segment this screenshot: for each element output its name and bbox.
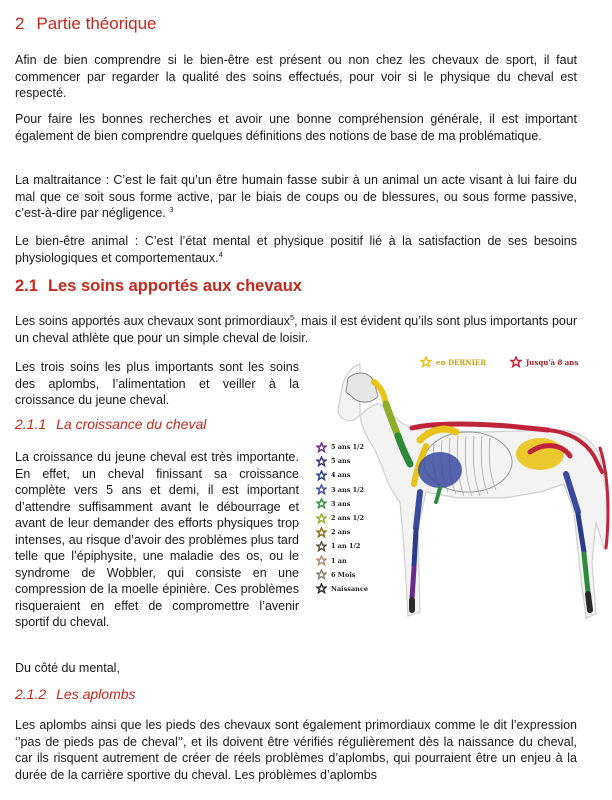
paragraph-trois-soins: Les trois soins les plus importants sont les soins des aplombs, l’alimentation et veiller à la croissance du jeune cheval. bbox=[15, 360, 299, 407]
legend-label: 3 ans 1/2 bbox=[331, 485, 365, 494]
legend-item bbox=[316, 511, 368, 525]
legend-item bbox=[316, 568, 368, 582]
subsubsection-heading-aplombs: 2.1.2 Les aplombs bbox=[15, 686, 136, 702]
paragraph-research: Pour faire les bonnes recherches et avoir une bonne compréhension générale, il est important également de bien comprendre quelques définitions des notions de base de ma problématique. bbox=[15, 112, 577, 143]
legend-label: Naissance bbox=[331, 584, 368, 593]
star-icon bbox=[316, 555, 327, 566]
legend-item bbox=[316, 483, 368, 497]
legend-label: 4 ans bbox=[331, 471, 351, 480]
legend-item bbox=[316, 525, 368, 539]
growth-legend bbox=[316, 440, 368, 596]
legend-label: 5 ans bbox=[331, 457, 351, 466]
legend-last-item: en DERNIER bbox=[420, 356, 486, 368]
star-icon bbox=[316, 470, 327, 481]
legend-eight-years: Jusqu'à 8 ans bbox=[510, 356, 578, 368]
horse-growth-figure bbox=[308, 352, 612, 630]
star-icon bbox=[316, 456, 327, 467]
star-icon bbox=[316, 527, 327, 538]
footnote-ref: 3 bbox=[169, 204, 174, 214]
paragraph-croissance: La croissance du jeune cheval est très importante. En effet, un cheval finissant sa croissance complète vers 5 ans et demi, il est important d’attendre suffisamment avant le débourrage et avant de leur demander des efforts physiques trop intenses, au risque d’avoir des problèmes plus tard telle que l’épiphysite, une maladie des os, ou le syndrome de Wobbler, qui consiste en une compression de la moelle épinière. Ces problèmes risqueraient en effet de compromettre l’avenir sportif du cheval. bbox=[15, 450, 299, 629]
legend-label: 2 ans 1/2 bbox=[331, 514, 365, 523]
legend-item bbox=[316, 454, 368, 468]
subsubsection-heading-croissance: 2.1.1 La croissance du cheval bbox=[15, 416, 207, 432]
legend-label: 2 ans bbox=[331, 528, 351, 537]
legend-item bbox=[316, 539, 368, 553]
star-icon bbox=[316, 484, 327, 495]
subsection-heading-soins: 2.1 Les soins apportés aux chevaux bbox=[15, 277, 302, 295]
paragraph-maltraitance: La maltraitance : C’est le fait qu’un être humain fasse subir à un animal un acte visant à lui faire du mal que ce soit sous forme active, par le biais de coups ou de blessures, ou sous forme passive, c’est-à-dire par négligence. $^3$ bbox=[15, 173, 577, 220]
star-icon bbox=[316, 569, 327, 580]
paragraph-soins-primordiaux: Les soins apportés aux chevaux sont primordiaux$^5$, mais il est évident qu’ils sont plus importants pour un cheval athlète que pour un simple cheval de loisir. bbox=[15, 312, 577, 345]
legend-label: 5 ans 1/2 bbox=[331, 443, 365, 452]
legend-item bbox=[316, 554, 368, 568]
footnote-ref: 4 bbox=[218, 249, 223, 259]
legend-label: 1 an bbox=[331, 556, 347, 565]
paragraph-intro: Afin de bien comprendre si le bien-être est présent ou non chez les chevaux de sport, il faut commencer par regarder la qualité des soins effectués, pour voir si le physique du cheval est respecté. bbox=[15, 53, 577, 100]
star-icon bbox=[316, 498, 327, 509]
star-icon bbox=[316, 541, 327, 552]
legend-label: 1 an 1/2 bbox=[331, 542, 361, 551]
legend-label: 3 ans bbox=[331, 499, 351, 508]
star-icon bbox=[316, 442, 327, 453]
legend-item bbox=[316, 497, 368, 511]
legend-item bbox=[316, 440, 368, 454]
legend-label: 6 Mois bbox=[331, 570, 356, 579]
paragraph-bien-etre: Le bien-être animal : C’est l’état mental et physique positif lié à la satisfaction de ses besoins physiologiques et comportementaux.$^4$ bbox=[15, 234, 577, 265]
star-icon bbox=[316, 513, 327, 524]
legend-item bbox=[316, 468, 368, 482]
section-title: Partie théorique bbox=[36, 14, 157, 33]
paragraph-aplombs: Les aplombs ainsi que les pieds des chevaux sont également primordiaux comme le dit l’expression ‘’pas de pieds pas de cheval’’, et ils doivent être vérifiés régulièrement dès la naissance du cheval, car ils risquent autrement de créer de réels problèmes d’aplombs, qui pourraient être un enjeu à la durée de la carrière sportive du cheval. Les problèmes d’aplombs bbox=[15, 718, 577, 782]
legend-item bbox=[316, 582, 368, 596]
star-icon bbox=[316, 583, 327, 594]
paragraph-mental: Du côté du mental, bbox=[15, 661, 120, 675]
section-number: 2 bbox=[15, 14, 25, 33]
section-heading bbox=[15, 14, 157, 34]
footnote-ref: 5 bbox=[289, 312, 295, 322]
